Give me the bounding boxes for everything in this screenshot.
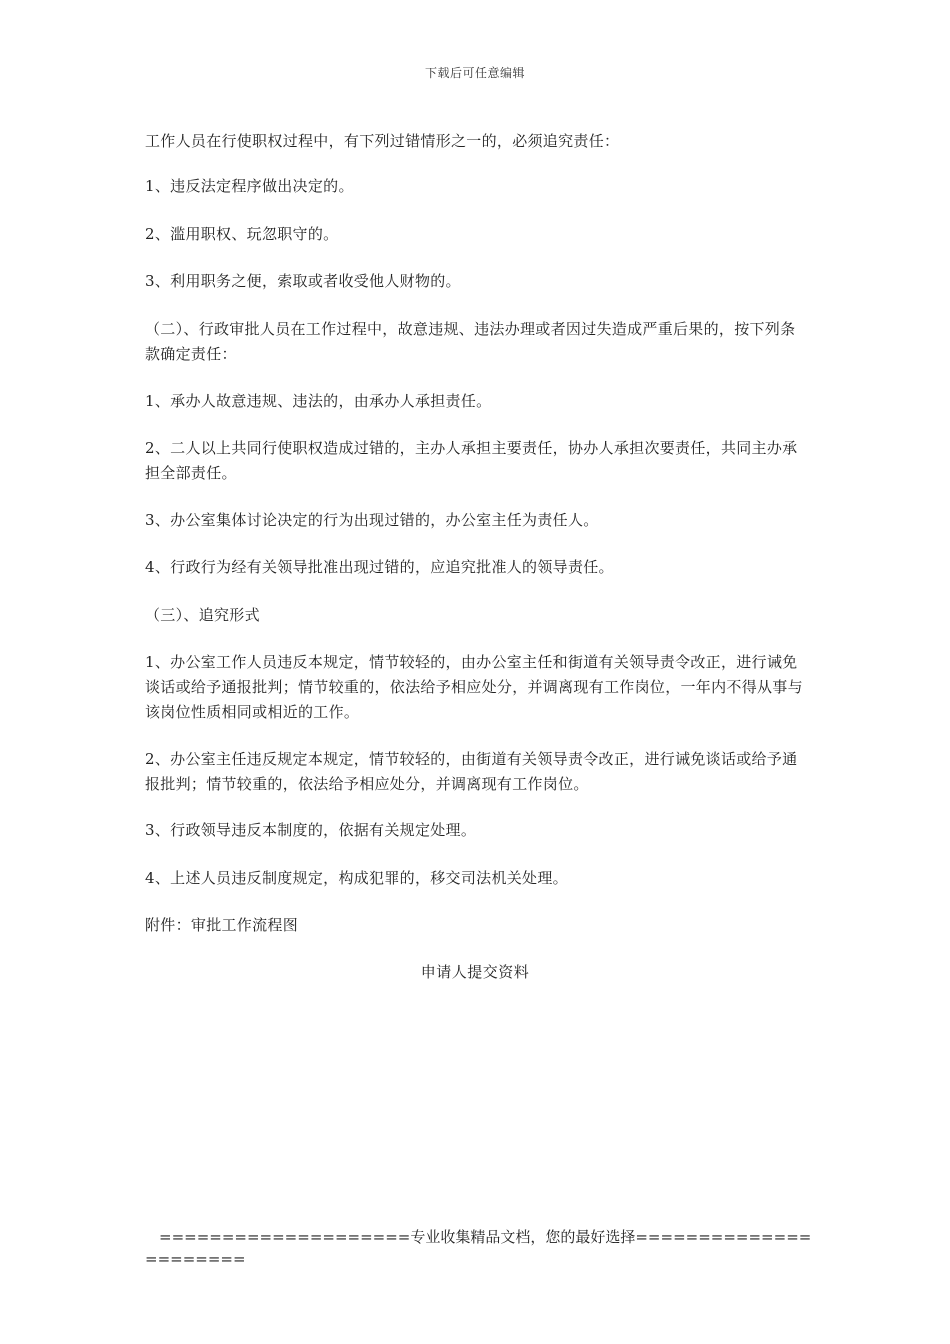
paragraph-item-1: 1、违反法定程序做出决定的。 [145, 177, 354, 195]
paragraph-item-3: 3、利用职务之便，索取或者收受他人财物的。 [145, 272, 461, 290]
section-heading-two: （二）、行政审批人员在工作过程中，故意违规、违法办理或者因过失造成严重后果的，按下列条款确定责任： [145, 320, 796, 363]
paragraph-form-4: 4、上述人员违反制度规定，构成犯罪的，移交司法机关处理。 [145, 869, 568, 887]
section-heading-three: （三）、追究形式 [145, 606, 260, 624]
paragraph-form-2: 2、办公室主任违反规定本规定，情节较轻的，由街道有关领导责令改正，进行诫免谈话或给予通报批判；情节较重的，依法给予相应处分，并调离现有工作岗位。 [145, 750, 798, 793]
page-header: 下载后可任意编辑 [424, 66, 525, 80]
paragraph-item-2: 2、滥用职权、玩忽职守的。 [145, 225, 339, 243]
page-footer [145, 1226, 813, 1270]
paragraph-intro: 工作人员在行使职权过程中，有下列过错情形之一的，必须追究责任： [145, 132, 620, 150]
paragraph-responsibility-3: 3、办公室集体讨论决定的行为出现过错的，办公室主任为责任人。 [145, 511, 599, 529]
footer-text: ====================专业收集精品文档，您的最好选择====================== [145, 1228, 812, 1268]
paragraph-form-1: 1、办公室工作人员违反本规定，情节较轻的，由办公室主任和街道有关领导责令改正，进行诫免谈话或给予通报批判；情节较重的，依法给予相应处分，并调离现有工作岗位，一年内不得从事与该岗位性质相同或相近的工作。 [145, 653, 803, 721]
paragraph-form-3: 3、行政领导违反本制度的，依据有关规定处理。 [145, 821, 477, 839]
flowchart-first-step: 申请人提交资料 [420, 963, 530, 981]
attachment-label: 附件：审批工作流程图 [145, 916, 299, 934]
paragraph-responsibility-1: 1、承办人故意违规、违法的，由承办人承担责任。 [145, 392, 492, 410]
paragraph-responsibility-4: 4、行政行为经有关领导批准出现过错的，应追究批准人的领导责任。 [145, 558, 614, 576]
paragraph-responsibility-2: 2、二人以上共同行使职权造成过错的，主办人承担主要责任，协办人承担次要责任，共同主办承担全部责任。 [145, 439, 798, 482]
